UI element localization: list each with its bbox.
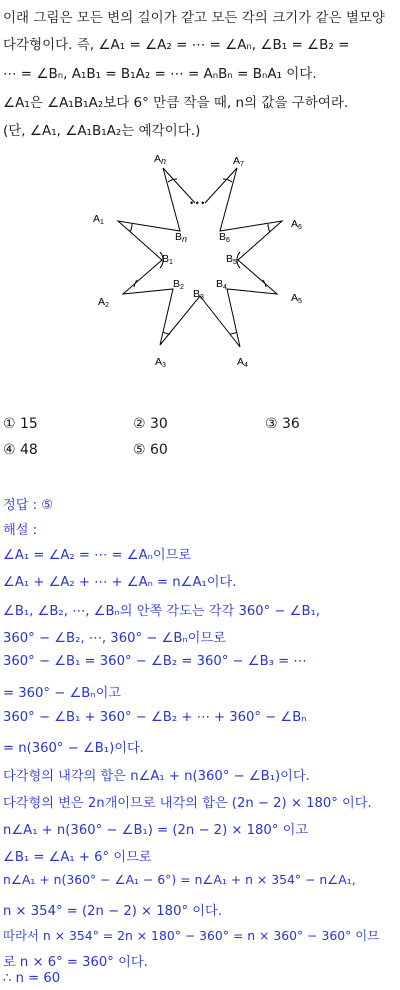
problem-line-4: ∠A₁은 ∠A₁B₁A₂보다 6° 만큼 작을 때, n의 값을 구하여라. [3,95,349,111]
star-polygon-figure [0,148,400,398]
angle-arc-a4 [230,332,237,334]
angle-arc-a3 [163,332,170,334]
solution-line-1: ∠A₁ = ∠A₂ = ⋯ = ∠Aₙ이므로 [3,548,192,563]
problem-line-3: ⋯ = ∠Bₙ, A₁B₁ = B₁A₂ = ⋯ = AₙBₙ = BₙA₁ 이다. [3,66,317,82]
solution-header: 해설 : [3,523,38,538]
angle-arc-a6 [268,224,270,232]
label-bn: Bn [175,231,188,244]
label-an: An [154,153,167,166]
angle-arc-a5 [263,280,266,287]
solution-line-15: 따라서 n × 354° = 2n × 180° − 360° = n × 360° − 360° 이므 [3,928,380,943]
label-a2: A2 [98,296,109,309]
problem-line-5: (단, ∠A₁, ∠A₁B₁A₂는 예각이다.) [3,123,201,139]
label-b5: B5 [226,253,237,266]
solution-line-2: ∠A₁ + ∠A₂ + ⋯ + ∠Aₙ = n∠A₁이다. [3,575,237,590]
solution-line-6: = 360° − ∠Bₙ이고 [3,686,122,701]
answer-line: 정답 : ⑤ [3,498,54,513]
label-a5: A5 [291,292,302,305]
label-b4: B4 [216,278,227,291]
label-b3: B3 [193,288,204,301]
label-a7: A7 [233,155,244,168]
solution-line-8: = n(360° − ∠B₁)이다. [3,741,144,756]
solution-line-13: n∠A₁ + n(360° − ∠A₁ − 6°) = n∠A₁ + n × 354° − n∠A₁, [3,872,356,887]
solution-line-5: 360° − ∠B₁ = 360° − ∠B₂ = 360° − ∠B₃ = ⋯ [3,654,307,669]
option-4[interactable]: ④ 48 [3,442,38,458]
solution-line-7: 360° − ∠B₁ + 360° − ∠B₂ + ⋯ + 360° − ∠Bₙ [3,710,307,725]
option-1[interactable]: ① 15 [3,416,38,432]
solution-line-11: n∠A₁ + n(360° − ∠B₁) = (2n − 2) × 180° 이고 [3,823,309,838]
solution-line-9: 다각형의 내각의 합은 n∠A₁ + n(360° − ∠B₁)이다. [3,769,310,784]
angle-arc-a2 [134,280,137,287]
label-b6: B6 [219,231,230,244]
solution-line-17: ∴ n = 60 [3,971,61,986]
problem-line-1: 이래 그림은 모든 변의 길이가 같고 모든 각의 크기가 같은 별모양 [3,10,385,26]
label-a4: A4 [237,356,248,369]
solution-line-10: 다각형의 변은 2n개이므로 내각의 합은 (2n − 2) × 180° 이다. [3,796,372,811]
solution-line-4: 360° − ∠B₂, ⋯, 360° − ∠Bₙ이므로 [3,631,226,646]
label-b2: B2 [173,278,184,291]
label-a6: A6 [291,218,302,231]
problem-line-2: 다각형이다. 즉, ∠A₁ = ∠A₂ = ⋯ = ∠Aₙ, ∠B₁ = ∠B₂ = [3,37,350,53]
star-outline [118,168,282,347]
label-a3: A3 [155,356,166,369]
label-b1: B1 [162,253,173,266]
label-a1: A1 [93,213,104,226]
option-3[interactable]: ③ 36 [265,416,300,432]
label-dots: • • • [190,198,205,208]
angle-arc-a1 [130,224,132,232]
solution-line-16: 로 n × 6° = 360° 이다. [3,955,148,970]
solution-line-3: ∠B₁, ∠B₂, ⋯, ∠Bₙ의 안쪽 각도는 각각 360° − ∠B₁, [3,604,321,619]
option-2[interactable]: ② 30 [133,416,168,432]
solution-line-14: n × 354° = (2n − 2) × 180° 이다. [3,904,222,919]
solution-line-12: ∠B₁ = ∠A₁ + 6° 이므로 [3,850,152,865]
option-5[interactable]: ⑤ 60 [133,442,168,458]
